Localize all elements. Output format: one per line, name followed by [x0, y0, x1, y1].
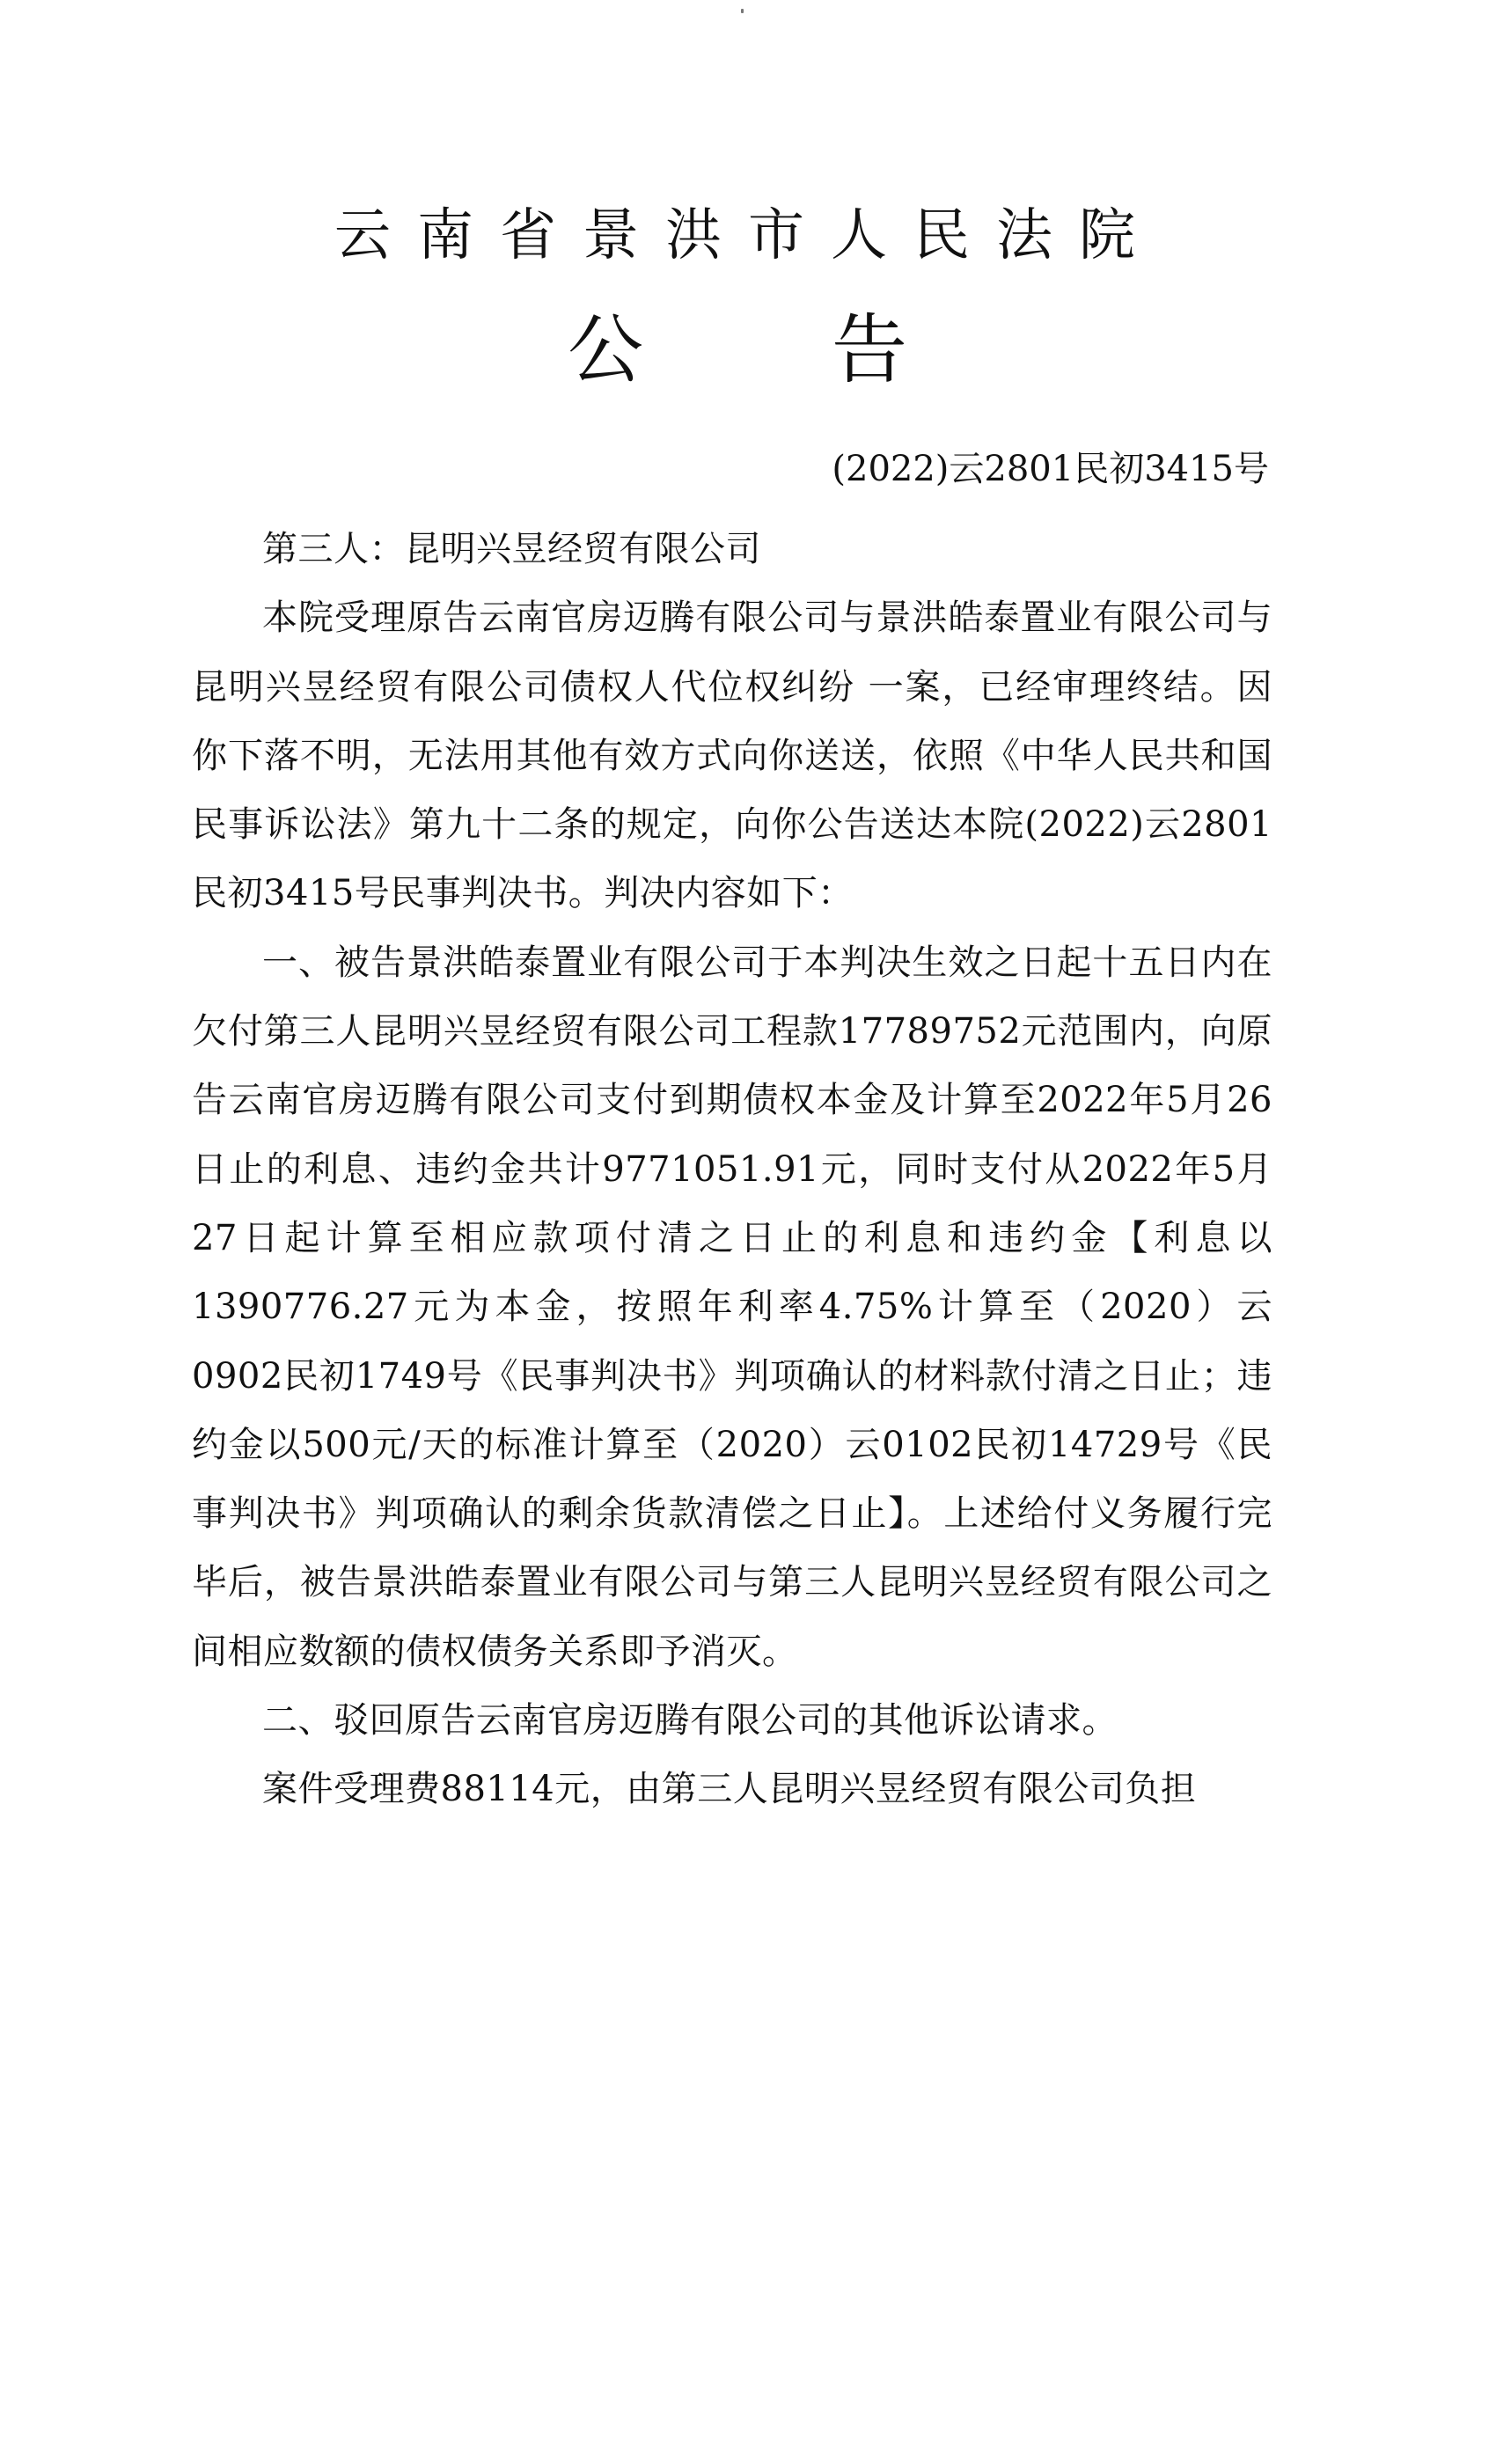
- judgment-item-1: 一、被告景洪皓泰置业有限公司于本判决生效之日起十五日内在欠付第三人昆明兴昱经贸有限公司工程款17789752元范围内，向原告云南官房迈腾有限公司支付到期债权本金及计算至2022年5月26日止的利息、违约金共计9771051.91元，同时支付从2022年5月27日起计算至相应款项付清之日止的利息和违约金【利息以1390776.27元为本金，按照年利率4.75%计算至（2020）云0902民初1749号《民事判决书》判项确认的材料款付清之日止；违约金以500元/天的标准计算至（2020）云0102民初14729号《民事判决书》判项确认的剩余货款清偿之日止】。上述给付义务履行完毕后，被告景洪皓泰置业有限公司与第三人昆明兴昱经贸有限公司之间相应数额的债权债务关系即予消灭。: [192, 942, 1272, 1672]
- notice-title-char-2: 告: [832, 306, 907, 394]
- notice-paragraph: 本院受理原告云南官房迈腾有限公司与景洪皓泰置业有限公司与昆明兴昱经贸有限公司债权人代位权纠纷 一案，已经审理终结。因你下落不明，无法用其他有效方式向你送送，依照《中华人民共和国民事诉讼法》第九十二条的规定，向你公告送达本院(2022)云2801民初3415号民事判决书。判决内容如下：: [192, 598, 1272, 914]
- notice-title-char-1: 公: [568, 306, 643, 394]
- court-name: 云南省景洪市人民法院: [334, 203, 1162, 268]
- case-number: (2022)云2801民初3415号: [832, 449, 1269, 489]
- judgment-item-2: 二、驳回原告云南官房迈腾有限公司的其他诉讼请求。: [262, 1700, 1118, 1742]
- scan-dot-mark: [741, 9, 744, 13]
- notice-body: [192, 515, 1272, 1824]
- party-line: 第三人：昆明兴昱经贸有限公司: [262, 529, 761, 569]
- case-fee-paragraph: 案件受理费88114元，由第三人昆明兴昱经贸有限公司负担: [262, 1769, 1197, 1810]
